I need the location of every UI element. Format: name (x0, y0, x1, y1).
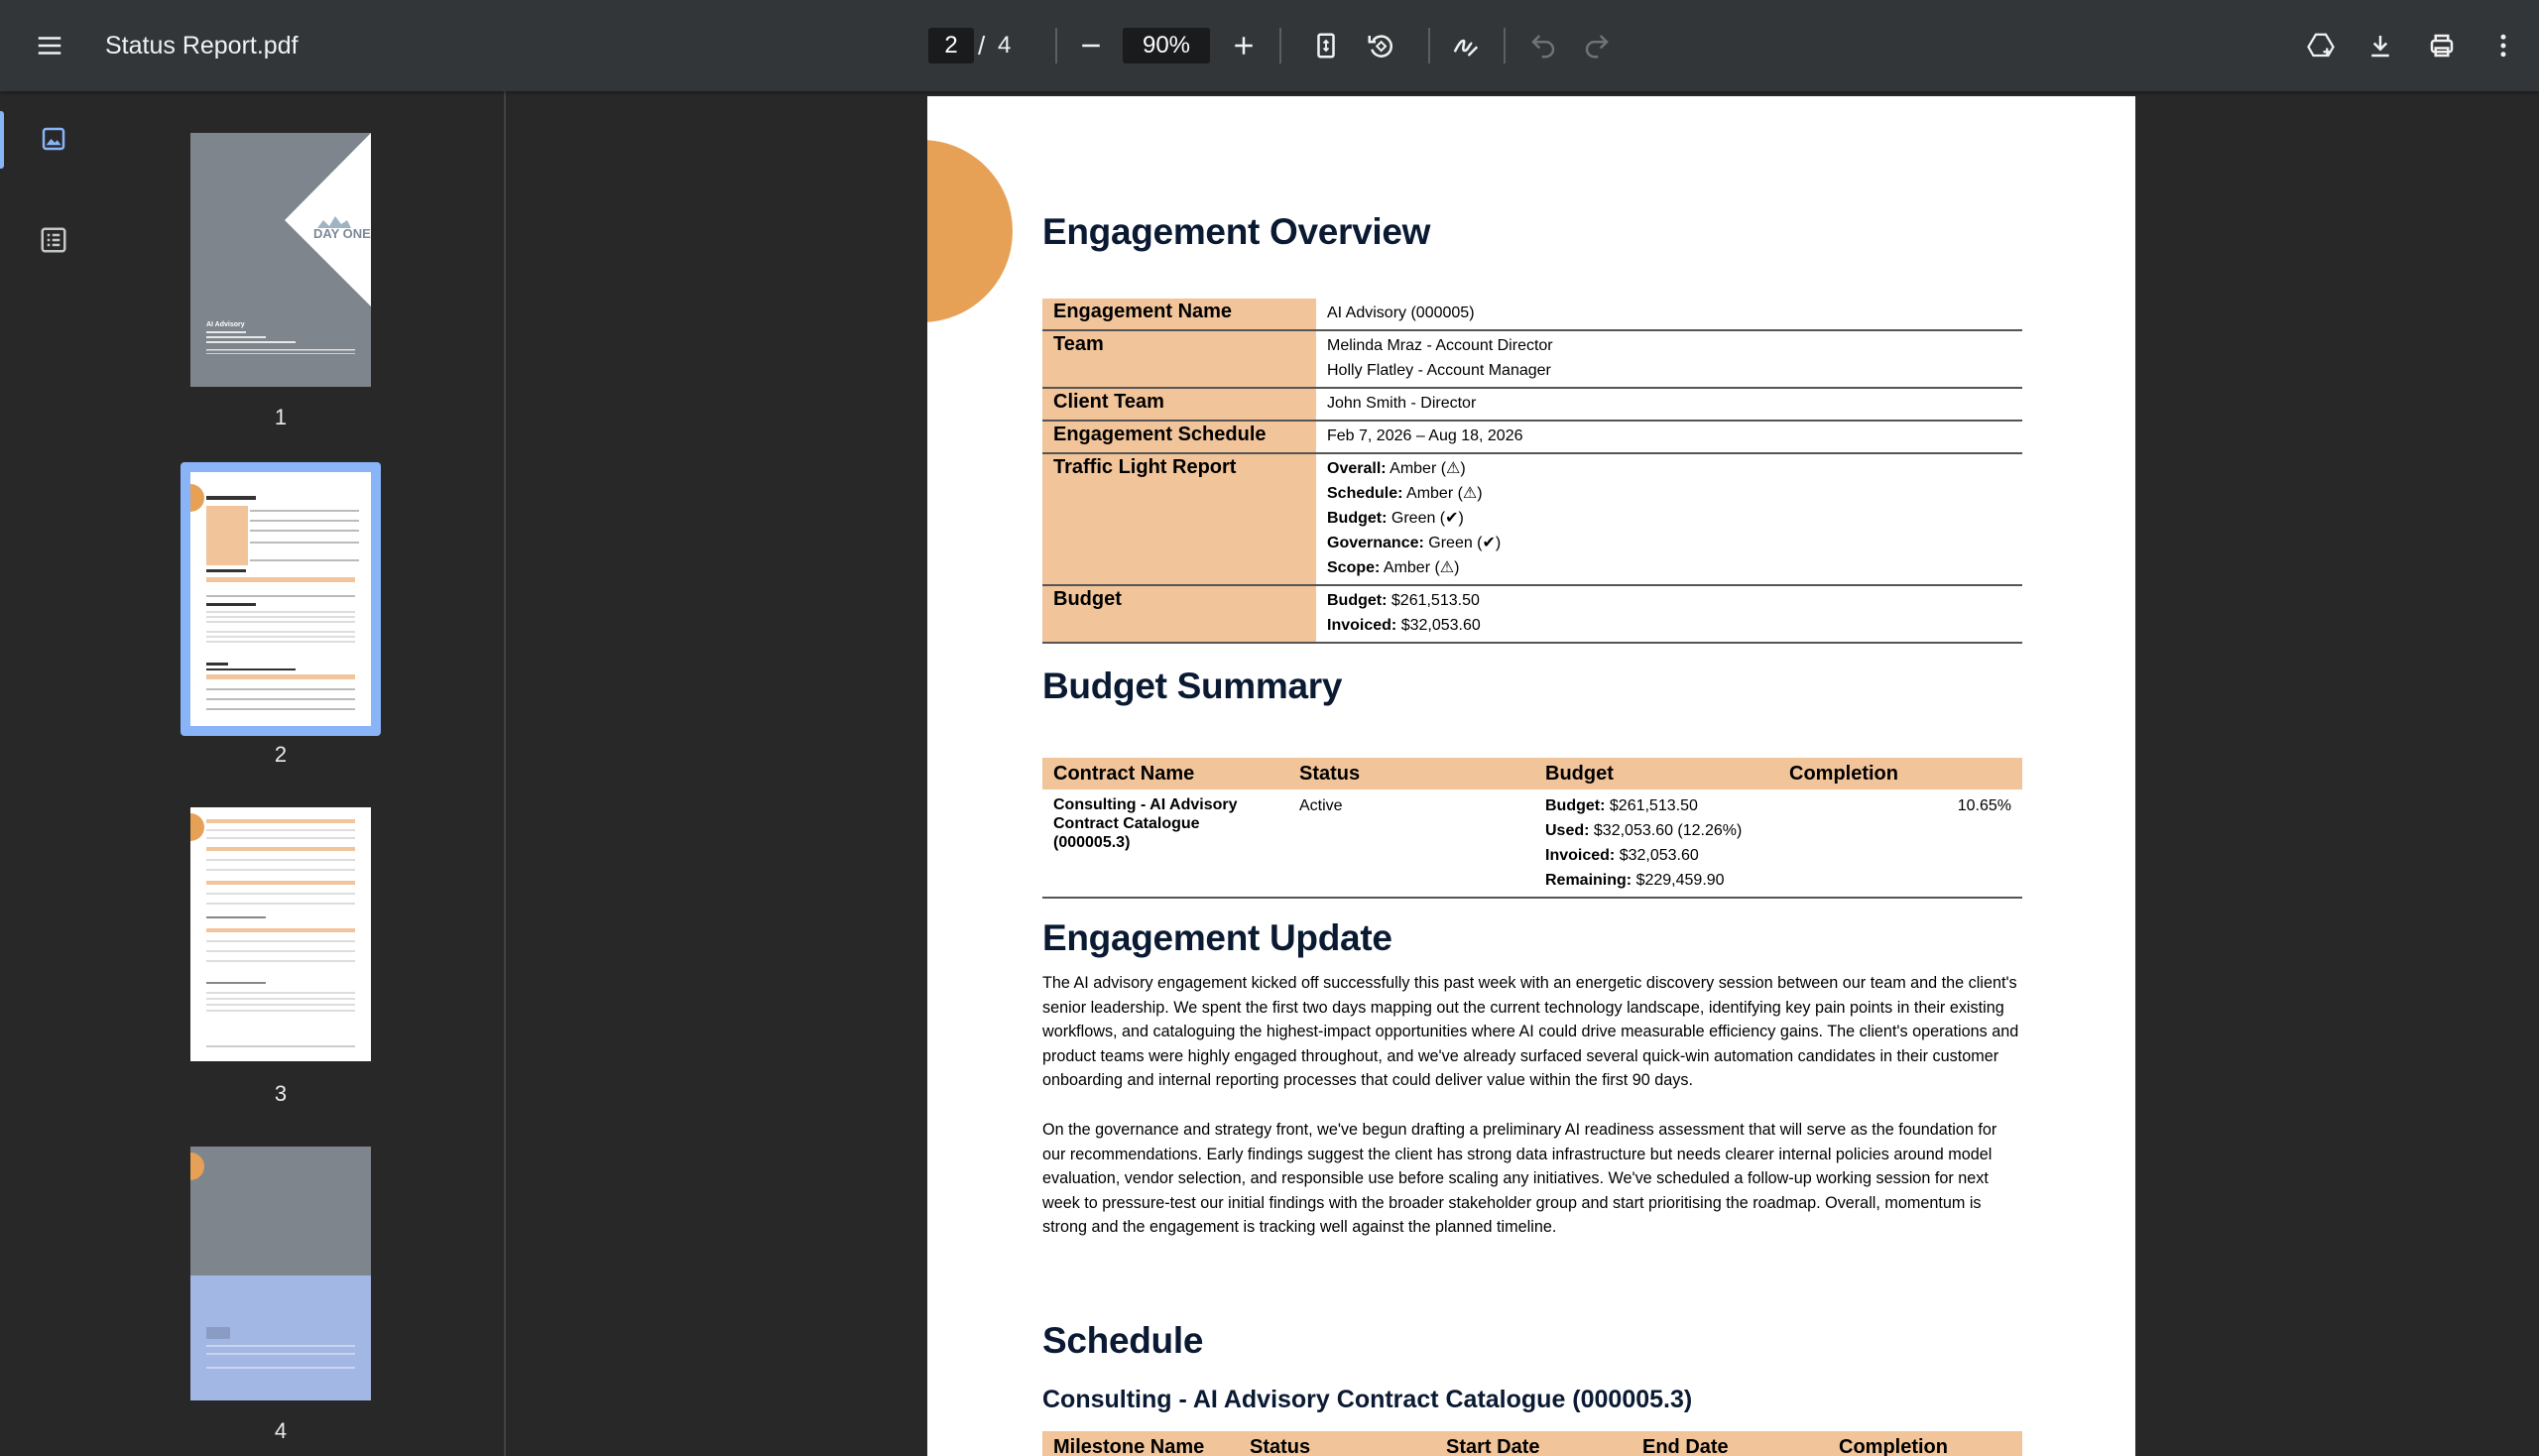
table-row (1042, 789, 2022, 898)
budget-summary-table (1042, 758, 2022, 899)
zoom-level-input[interactable]: 90% (1123, 28, 1210, 63)
zoom-out-icon[interactable] (1063, 18, 1119, 73)
row-key: Traffic Light Report (1042, 453, 1316, 585)
budget-line: Remaining: $229,459.90 (1545, 872, 1725, 889)
toolbar-divider (1279, 28, 1281, 63)
cover-graphic (190, 133, 371, 387)
toolbar-divider (1055, 28, 1057, 63)
pdf-page (927, 96, 2135, 1456)
zoom-in-icon[interactable] (1216, 18, 1271, 73)
page-thumbnail-2[interactable] (190, 472, 371, 726)
thumbnail-label: 1 (274, 405, 288, 429)
page-total: 4 (998, 32, 1012, 59)
thumbnail-label: 2 (274, 742, 288, 767)
column-header: Start Date (1435, 1431, 1632, 1456)
budget-item: Budget: $261,513.50 (1327, 592, 1480, 609)
overview-heading: Engagement Overview (1042, 211, 1431, 252)
budget-item: Invoiced: $32,053.60 (1327, 617, 1481, 634)
row-value: AI Advisory (000005) (1327, 304, 1475, 321)
table-row (1042, 453, 2022, 585)
more-icon[interactable] (2476, 18, 2531, 73)
row-key: Client Team (1042, 388, 1316, 421)
table-header-row (1042, 758, 2022, 789)
contract-status: Active (1288, 789, 1534, 898)
update-heading: Engagement Update (1042, 917, 1392, 958)
document-viewer (508, 91, 2539, 1456)
update-paragraph-1: The AI advisory engagement kicked off successfully this past week with an energetic discovery session between our team and the client's senior leadership. We spent the first two days mapping out the current technology landscape, identifying key pain points in their existing workflows, and cataloguing the highest-impact opportunities where AI could drive measurable efficiency gains. The client's operations and product teams were highly engaged throughout, and we've already surfaced several quick-win automation candidates in their customer onboarding and internal reporting processes that could deliver value within the first 90 days. (1042, 974, 2019, 1089)
pdf-toolbar (0, 0, 2539, 91)
fit-page-icon[interactable] (1298, 18, 1354, 73)
row-value: Feb 7, 2026 – Aug 18, 2026 (1327, 427, 1523, 444)
column-header: Completion (1778, 758, 2022, 789)
drive-icon[interactable] (2293, 18, 2349, 73)
menu-icon[interactable] (22, 18, 77, 73)
row-key: Engagement Name (1042, 299, 1316, 330)
schedule-subheading: Consulting - AI Advisory Contract Catalogue (000005.3) (1042, 1386, 1693, 1413)
schedule-heading: Schedule (1042, 1320, 1204, 1361)
page-separator: / (978, 31, 986, 61)
row-value: John Smith - Director (1327, 395, 1477, 412)
column-header: Status (1239, 1431, 1435, 1456)
traffic-item-schedule: Schedule: Amber (⚠) (1327, 485, 1483, 502)
overview-table (1042, 299, 2022, 644)
undo-icon[interactable] (1515, 18, 1571, 73)
traffic-item-scope: Scope: Amber (⚠) (1327, 559, 1460, 576)
traffic-item-overall: Overall: Amber (⚠) (1327, 460, 1466, 477)
table-row (1042, 330, 2022, 388)
page-thumbnail-3[interactable] (190, 807, 371, 1061)
print-icon[interactable] (2414, 18, 2470, 73)
table-row (1042, 299, 2022, 330)
thumbnails-view-icon[interactable] (30, 115, 77, 163)
traffic-item-governance: Governance: Green (✔) (1327, 535, 1502, 551)
row-value: Holly Flatley - Account Manager (1327, 362, 1551, 379)
toolbar-divider (1428, 28, 1430, 63)
cover-logo: DAY ONE (313, 226, 371, 241)
column-header: Completion (1828, 1431, 2022, 1456)
cover-title: AI Advisory (206, 321, 245, 328)
rotate-icon[interactable] (1353, 18, 1408, 73)
column-header: Contract Name (1042, 758, 1288, 789)
column-header: Status (1288, 758, 1534, 789)
budget-line: Budget: $261,513.50 (1545, 797, 1698, 814)
table-header-row (1042, 1431, 2022, 1456)
page-thumbnail-1[interactable] (190, 133, 371, 387)
column-header: End Date (1632, 1431, 1828, 1456)
update-paragraph-2: On the governance and strategy front, we've begun drafting a preliminary AI readiness assessment that will serve as the foundation for our recommendations. Early findings suggest the client has strong data infrastructure but needs clearer internal policies around model evaluation, vendor selection, and responsible use before scaling any initiatives. We've scheduled a follow-up working session for next week to pressure-test our initial findings with the broader stakeholder group and start prioritising the roadmap. Overall, momentum is strong and the engagement is tracking well against the planned timeline. (1042, 1121, 1997, 1236)
thumbnail-sidebar (0, 91, 506, 1456)
row-key: Budget (1042, 585, 1316, 643)
budget-line: Used: $32,053.60 (12.26%) (1545, 822, 1743, 839)
row-key: Team (1042, 330, 1316, 388)
row-key: Engagement Schedule (1042, 421, 1316, 453)
traffic-item-budget: Budget: Green (✔) (1327, 510, 1464, 527)
annotate-icon[interactable] (1438, 18, 1494, 73)
budget-summary-heading: Budget Summary (1042, 666, 1343, 706)
table-row (1042, 585, 2022, 643)
row-value: Melinda Mraz - Account Director (1327, 337, 1553, 354)
table-row (1042, 388, 2022, 421)
decorative-circle (927, 140, 1013, 322)
outline-view-icon[interactable] (30, 216, 77, 264)
thumbnail-label: 4 (274, 1418, 288, 1443)
thumbnail-label: 3 (274, 1081, 288, 1106)
document-title: Status Report.pdf (105, 32, 299, 60)
column-header: Milestone Name (1042, 1431, 1239, 1456)
milestone-table (1042, 1431, 2022, 1456)
page-thumbnail-4[interactable] (190, 1147, 371, 1400)
completion-value: 10.65% (1778, 789, 2022, 898)
contract-name: Consulting - AI Advisory Contract Catalogue (000005.3) (1042, 789, 1288, 898)
toolbar-divider (1504, 28, 1506, 63)
column-header: Budget (1534, 758, 1778, 789)
active-indicator (0, 111, 4, 169)
download-icon[interactable] (2353, 18, 2408, 73)
redo-icon[interactable] (1569, 18, 1625, 73)
budget-line: Invoiced: $32,053.60 (1545, 847, 1699, 864)
table-row (1042, 421, 2022, 453)
page-number-input[interactable]: 2 (928, 28, 974, 63)
